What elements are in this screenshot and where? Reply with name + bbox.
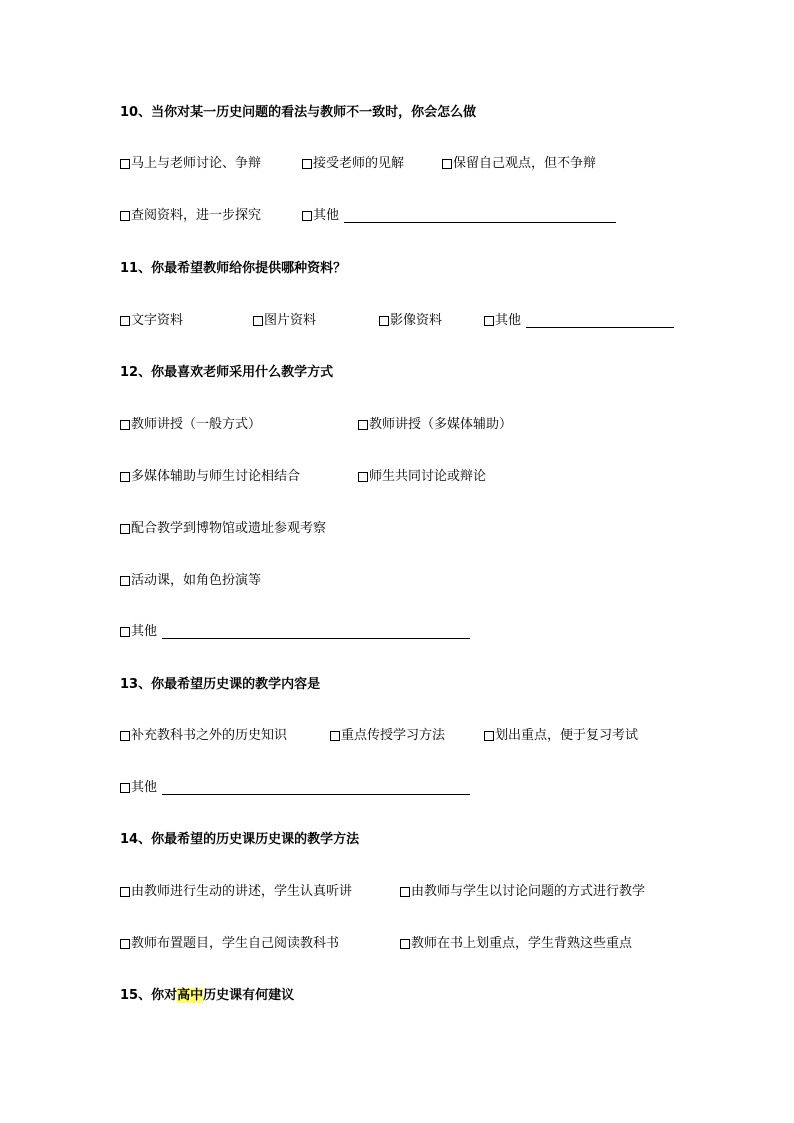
option-label: 图片资料 — [264, 313, 317, 328]
q12-option-1[interactable] — [120, 417, 261, 433]
option-label: 其他 — [131, 780, 158, 795]
checkbox-icon[interactable] — [120, 211, 130, 221]
checkbox-icon[interactable] — [302, 159, 312, 169]
q15-title-post: 历史课有何建议 — [203, 988, 295, 1003]
option-label: 保留自己观点，但不争辩 — [453, 156, 597, 171]
option-label: 教师讲授（多媒体辅助） — [369, 417, 513, 432]
checkbox-icon[interactable] — [379, 316, 389, 326]
option-label: 其他 — [131, 624, 158, 639]
q10-option-1[interactable] — [120, 156, 261, 172]
q12-option-5[interactable] — [120, 521, 326, 537]
q12-option-4[interactable] — [358, 469, 486, 485]
q12-other-blank[interactable] — [162, 638, 470, 639]
checkbox-icon[interactable] — [442, 159, 452, 169]
q14-option-4[interactable] — [400, 936, 632, 952]
q12-option-other[interactable] — [120, 624, 157, 640]
q14-option-2[interactable] — [400, 884, 645, 900]
option-label: 马上与老师讨论、争辩 — [131, 156, 262, 171]
option-label: 其他 — [313, 208, 340, 223]
checkbox-icon[interactable] — [400, 939, 410, 949]
option-label: 教师布置题目，学生自己阅读教科书 — [131, 936, 340, 951]
q14-option-3[interactable] — [120, 936, 339, 952]
checkbox-icon[interactable] — [120, 731, 130, 741]
q13-option-1[interactable] — [120, 728, 287, 744]
checkbox-icon[interactable] — [302, 211, 312, 221]
q12-option-6[interactable] — [120, 573, 261, 589]
checkbox-icon[interactable] — [120, 887, 130, 897]
option-label: 配合教学到博物馆或遗址参观考察 — [131, 521, 327, 536]
checkbox-icon[interactable] — [484, 731, 494, 741]
question-15-title — [120, 988, 294, 1004]
checkbox-icon[interactable] — [120, 627, 130, 637]
q11-option-1[interactable] — [120, 313, 183, 329]
checkbox-icon[interactable] — [484, 316, 494, 326]
q10-option-other[interactable] — [302, 208, 339, 224]
option-label: 师生共同讨论或辩论 — [369, 469, 487, 484]
checkbox-icon[interactable] — [120, 420, 130, 430]
q10-option-2[interactable] — [302, 156, 404, 172]
question-11-title: 11、你最希望教师给你提供哪种资料？ — [120, 261, 347, 276]
q15-title-highlight: 高中 — [177, 988, 204, 1003]
question-12-title: 12、你最喜欢老师采用什么教学方式 — [120, 365, 334, 380]
q15-title-pre: 15、你对 — [120, 988, 178, 1003]
option-label: 影像资料 — [390, 313, 443, 328]
checkbox-icon[interactable] — [358, 420, 368, 430]
option-label: 划出重点，便于复习考试 — [495, 728, 639, 743]
checkbox-icon[interactable] — [330, 731, 340, 741]
option-label: 接受老师的见解 — [313, 156, 405, 171]
q10-other-blank[interactable] — [344, 222, 616, 223]
checkbox-icon[interactable] — [120, 783, 130, 793]
checkbox-icon[interactable] — [400, 887, 410, 897]
q10-option-3[interactable] — [442, 156, 596, 172]
q13-option-other[interactable] — [120, 780, 157, 796]
checkbox-icon[interactable] — [253, 316, 263, 326]
q11-option-3[interactable] — [379, 313, 442, 329]
question-14-title: 14、你最希望的历史课历史课的教学方法 — [120, 832, 360, 847]
q10-option-4[interactable] — [120, 208, 261, 224]
option-label: 补充教科书之外的历史知识 — [131, 728, 288, 743]
checkbox-icon[interactable] — [120, 576, 130, 586]
option-label: 多媒体辅助与师生讨论相结合 — [131, 469, 301, 484]
question-13-title: 13、你最希望历史课的教学内容是 — [120, 677, 321, 692]
option-label: 由教师进行生动的讲述，学生认真听讲 — [131, 884, 353, 899]
option-label: 教师在书上划重点，学生背熟这些重点 — [411, 936, 633, 951]
checkbox-icon[interactable] — [120, 939, 130, 949]
option-label: 由教师与学生以讨论问题的方式进行教学 — [411, 884, 646, 899]
q13-other-blank[interactable] — [162, 794, 470, 795]
checkbox-icon[interactable] — [120, 472, 130, 482]
checkbox-icon[interactable] — [120, 524, 130, 534]
checkbox-icon[interactable] — [120, 159, 130, 169]
option-label: 重点传授学习方法 — [341, 728, 446, 743]
q13-option-3[interactable] — [484, 728, 638, 744]
option-label: 教师讲授（一般方式） — [131, 417, 262, 432]
option-label: 活动课，如角色扮演等 — [131, 573, 262, 588]
option-label: 查阅资料，进一步探究 — [131, 208, 262, 223]
q11-option-2[interactable] — [253, 313, 316, 329]
q12-option-2[interactable] — [358, 417, 512, 433]
q13-option-2[interactable] — [330, 728, 445, 744]
checkbox-icon[interactable] — [120, 316, 130, 326]
option-label: 其他 — [495, 313, 522, 328]
q14-option-1[interactable] — [120, 884, 352, 900]
q12-option-3[interactable] — [120, 469, 300, 485]
question-10-title: 10、当你对某一历史问题的看法与教师不一致时，你会怎么做 — [120, 105, 477, 120]
option-label: 文字资料 — [131, 313, 184, 328]
checkbox-icon[interactable] — [358, 472, 368, 482]
q11-other-blank[interactable] — [526, 327, 674, 328]
q11-option-other[interactable] — [484, 313, 521, 329]
